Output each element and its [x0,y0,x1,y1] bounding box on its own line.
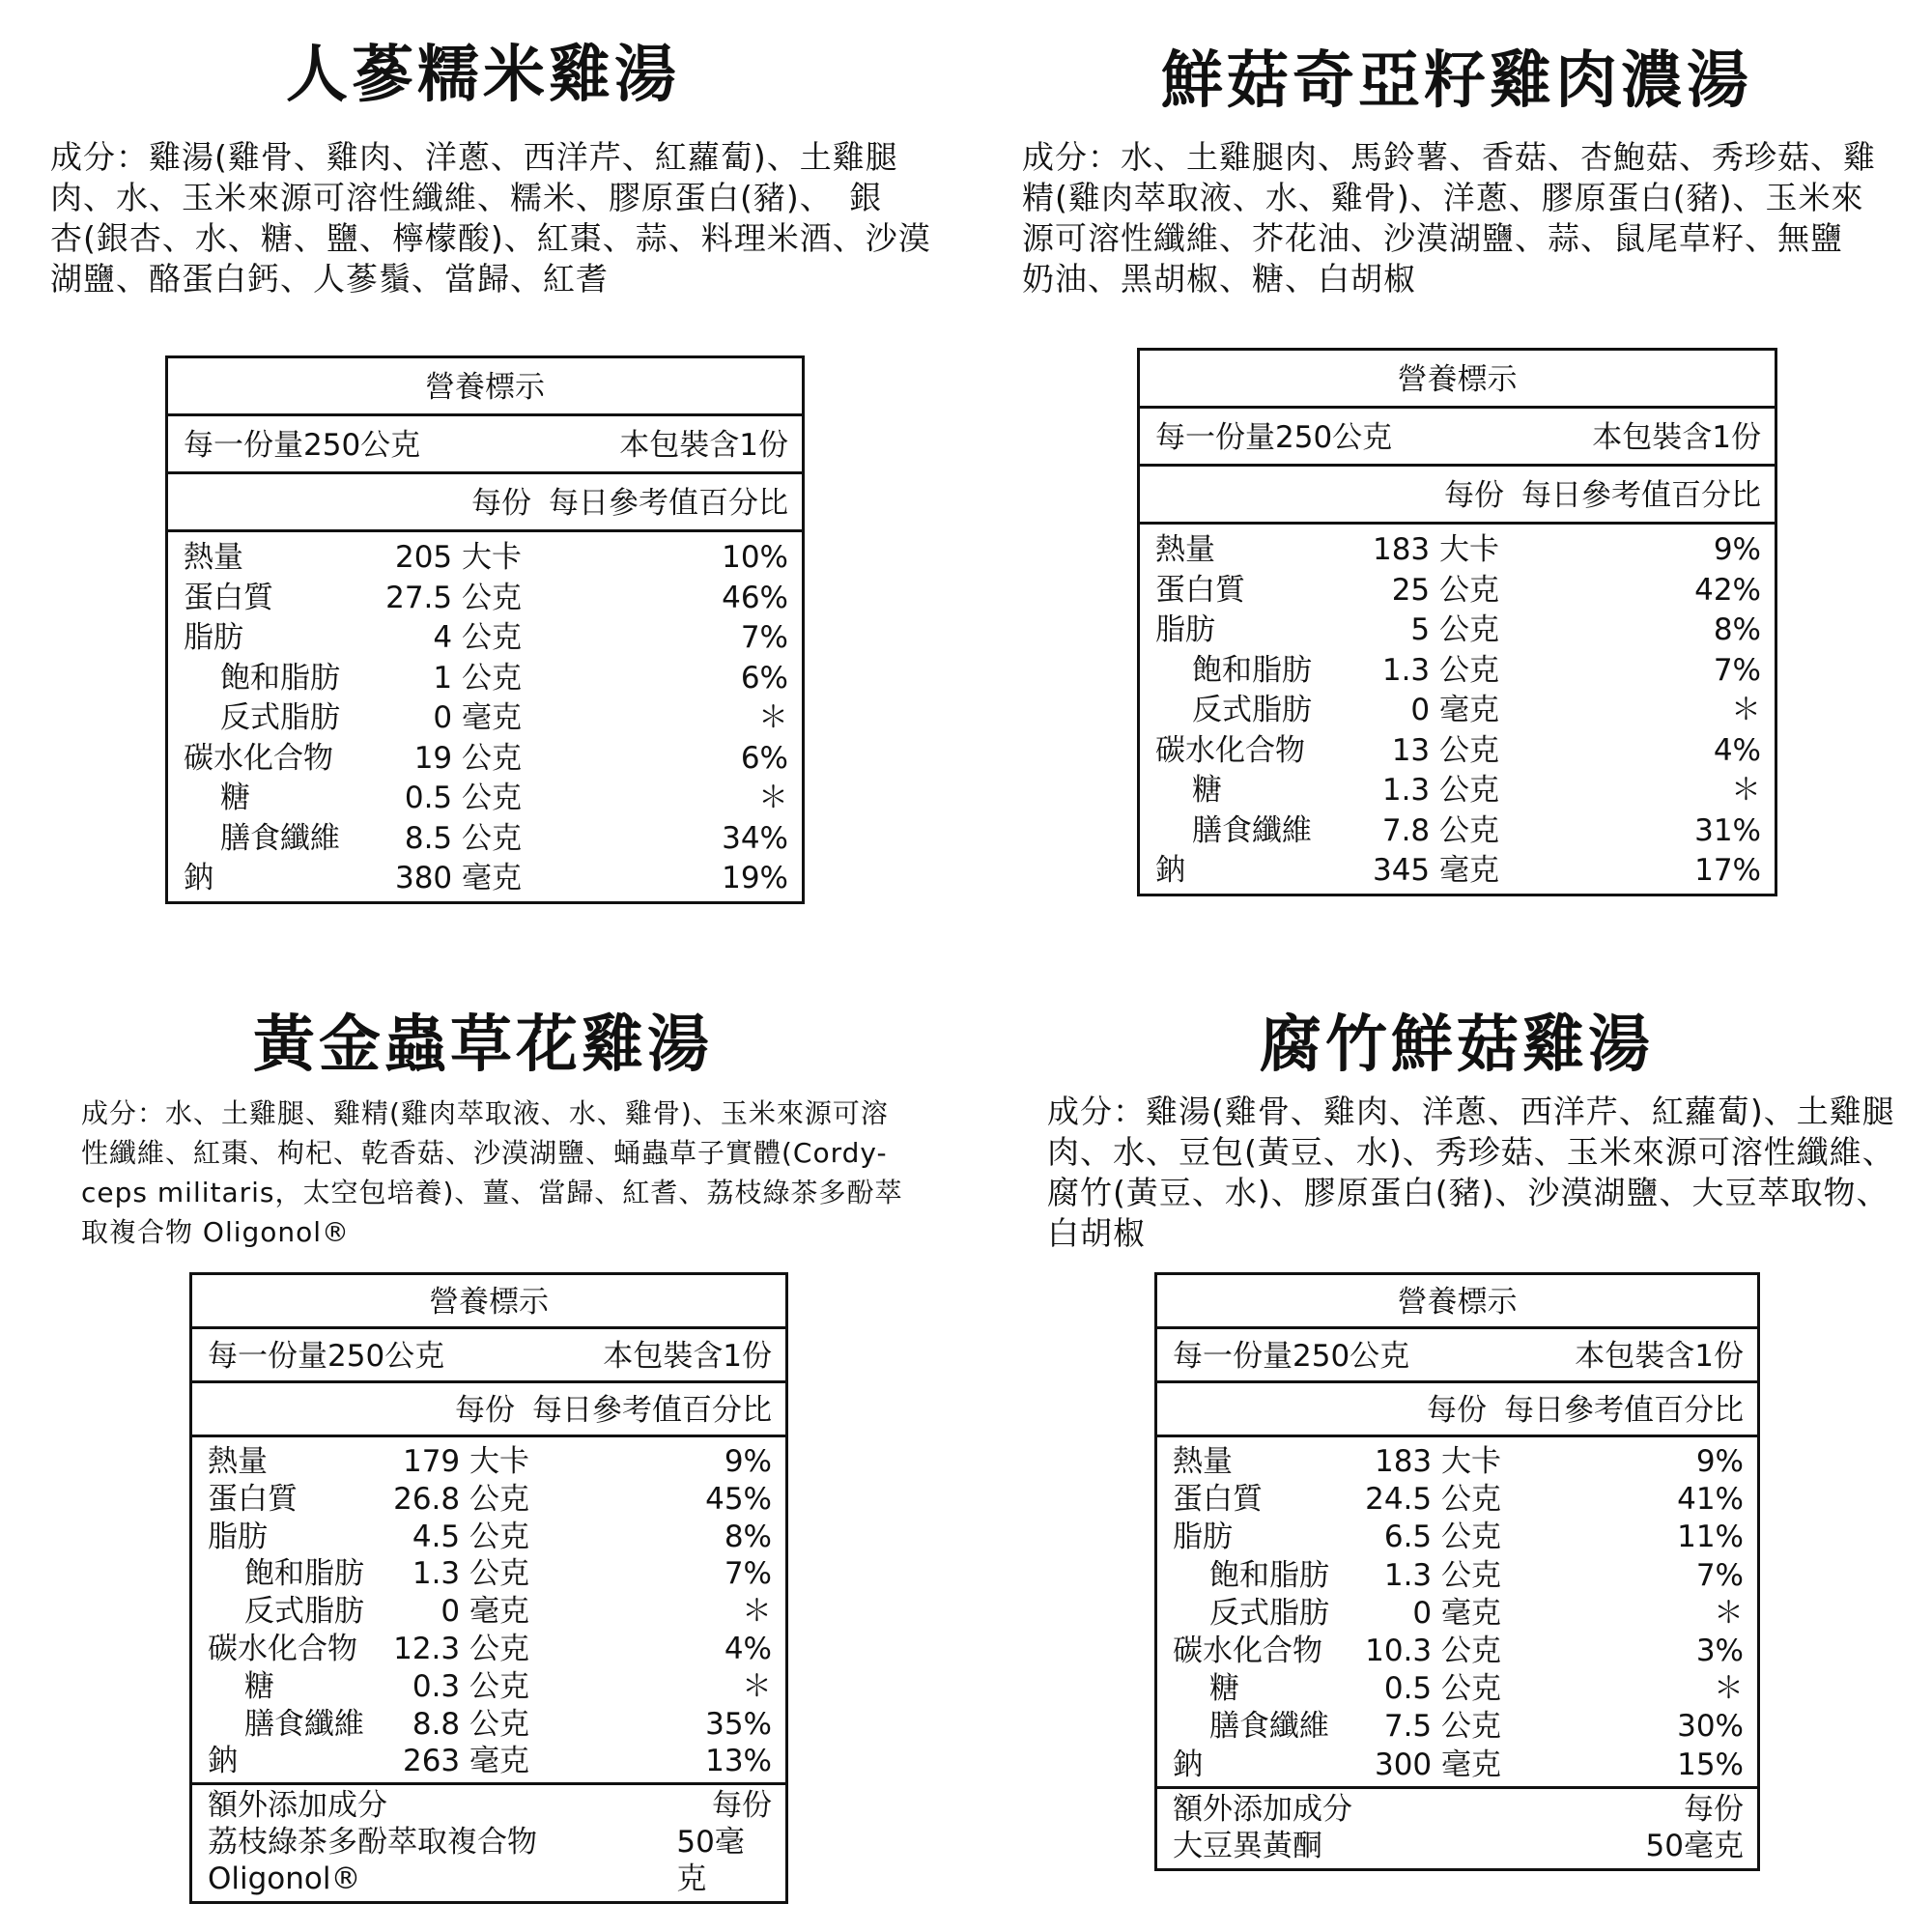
nutrient-row [1155,691,1761,731]
serving-size: 每一份量250公克 [1173,1339,1410,1374]
nutrient-name: 糖 [220,781,250,815]
serving-row [192,1329,785,1383]
nutrient-daily-value: 7% [1713,652,1761,688]
nutrient-daily-value: 8% [1713,612,1761,647]
nutrient-daily-value: 9% [1695,1444,1744,1479]
nutrient-amount: 4.5 公克 [412,1519,529,1554]
nutrient-name: 鈉 [208,1744,238,1779]
extra-amount: 50毫克 [1645,1828,1744,1863]
nutrient-daily-value: 3% [1695,1633,1744,1668]
nutrient-amount: 380 毫克 [394,861,522,895]
extra-column-per-serving: 每份 [712,1788,772,1824]
servings-per-package: 本包裝含1份 [1575,1339,1744,1374]
ingredients-text [1022,137,1876,299]
extra-item: 荔枝綠茶多酚萃取複合物Oligonol® [208,1825,537,1897]
nutrient-name: 反式脂肪 [244,1594,364,1630]
nutrient-amount: 19 公克 [413,740,522,776]
nutrient-row [184,859,788,899]
nutrient-name: 糖 [244,1668,274,1704]
nutrient-name: 熱量 [1173,1444,1233,1479]
nutrition-label [189,1272,788,1904]
ingredients-line: 精(雞肉萃取液、水、雞骨)、洋蔥、膠原蛋白(豬)、玉米來 [1022,179,1864,216]
nutrient-amount: 27.5 公克 [385,580,522,615]
nutrient-amount: 5 公克 [1410,612,1499,647]
nutrient-row [208,1706,772,1744]
servings-per-package: 本包裝含1份 [1592,420,1761,455]
serving-size: 每一份量250公克 [208,1339,445,1374]
column-header [168,474,802,532]
additional-ingredients [1157,1786,1757,1868]
nutrient-daily-value: 7% [724,1556,772,1592]
ingredients-text [50,137,931,299]
nutrient-row [184,538,788,579]
nutrient-row [184,659,788,699]
nutrient-daily-value: 41% [1677,1482,1744,1518]
nutrient-name: 反式脂肪 [1209,1595,1329,1631]
nutrient-row [1173,1481,1744,1519]
nutrient-amount: 8.8 公克 [412,1706,529,1742]
column-per-serving: 每份 [1444,478,1504,513]
nutrient-name: 脂肪 [184,620,243,655]
nutrient-daily-value: 7% [1695,1557,1744,1593]
column-daily-value: 每日參考值百分比 [1504,1393,1744,1428]
serving-row [1157,1329,1757,1383]
ingredients-line: 腐竹(黃豆、水)、膠原蛋白(豬)、沙漠湖鹽、大豆萃取物、 [1047,1174,1889,1211]
nutrient-daily-value: 35% [705,1706,772,1742]
nutrient-row [184,618,788,659]
nutrient-row [1173,1557,1744,1595]
nutrient-daily-value: 19% [722,861,788,895]
column-daily-value: 每日參考值百分比 [549,486,788,521]
nutrient-amount: 10.3 公克 [1365,1633,1501,1668]
nutrient-row [208,1443,772,1481]
nutrient-amount: 0.5 公克 [1383,1671,1501,1707]
nutrient-daily-value: ＊ [1714,1595,1744,1631]
ingredients-line: 湖鹽、酪蛋白鈣、人蔘鬚、當歸、紅耆 [50,260,609,298]
nutrient-amount: 0 毫克 [433,700,522,735]
nutrient-rows [1140,525,1775,894]
nutrient-row [1173,1519,1744,1556]
nutrient-row [184,779,788,819]
nutrient-name: 碳水化合物 [208,1631,357,1666]
nutrient-name: 脂肪 [1155,612,1215,647]
nutrient-daily-value: ＊ [1731,773,1761,808]
nutrient-daily-value: ＊ [1714,1671,1744,1707]
nutrient-name: 鈉 [1173,1747,1203,1782]
nutrient-amount: 345 毫克 [1372,853,1499,888]
nutrient-row [1155,811,1761,852]
nutrient-amount: 0.5 公克 [404,781,522,815]
nutrient-daily-value: 9% [1713,532,1761,567]
nutrient-name: 蛋白質 [1155,572,1245,608]
nutrient-name: 反式脂肪 [220,700,340,735]
nutrient-row [1173,1708,1744,1746]
serving-size: 每一份量250公克 [1155,420,1393,455]
ingredients-line: 取複合物 Oligonol® [81,1216,351,1248]
nutrient-amount: 1 公克 [433,660,522,696]
nutrient-name: 熱量 [208,1444,268,1479]
column-per-serving: 每份 [455,1393,515,1428]
nutrient-row [1155,851,1761,892]
nutrient-daily-value: 15% [1677,1747,1744,1782]
extra-title: 額外添加成分 [1173,1791,1352,1827]
nutrient-row [1155,771,1761,811]
nutrient-name: 糖 [1209,1671,1239,1707]
ingredients-line: 杏(銀杏、水、糖、鹽、檸檬酸)、紅棗、蒜、料理米酒、沙漠 [50,219,931,257]
nutrient-name: 脂肪 [1173,1520,1233,1555]
nutrient-amount: 26.8 公克 [393,1481,529,1517]
nutrient-name: 碳水化合物 [1155,732,1305,768]
product-title: 腐竹鮮菇雞湯 [1260,1009,1654,1081]
nutrient-daily-value: 34% [722,820,788,856]
nutrient-row [208,1519,772,1556]
nutrient-row [184,739,788,780]
nutrient-amount: 179 大卡 [402,1444,529,1479]
ingredients-line: 奶油、黑胡椒、糖、白胡椒 [1022,260,1416,298]
servings-per-package: 本包裝含1份 [603,1339,772,1374]
nutrient-name: 反式脂肪 [1192,693,1312,727]
nutrient-daily-value: 4% [724,1631,772,1666]
nutrient-amount: 183 大卡 [1372,532,1499,567]
nutrient-amount: 24.5 公克 [1365,1482,1501,1518]
ingredients-line: 成分：雞湯(雞骨、雞肉、洋蔥、西洋芹、紅蘿蔔)、土雞腿 [1047,1093,1895,1130]
product-title: 黃金蟲草花雞湯 [253,1009,713,1081]
nutrient-amount: 13 公克 [1391,732,1499,768]
nutrient-amount: 183 大卡 [1374,1444,1501,1479]
nutrient-row [208,1631,772,1668]
nutrient-daily-value: ＊ [742,1594,772,1630]
nutrient-name: 飽和脂肪 [220,660,340,696]
nutrient-name: 膳食纖維 [1209,1709,1329,1745]
nutrient-name: 蛋白質 [184,580,273,615]
product-title: 鮮菇奇亞籽雞肉濃湯 [1161,45,1752,117]
nutrient-amount: 1.3 公克 [412,1556,529,1592]
nutrient-daily-value: 31% [1694,812,1761,848]
nutrient-daily-value: 46% [722,580,788,615]
nutrient-amount: 1.3 公克 [1381,652,1499,688]
nutrient-daily-value: 6% [740,740,788,776]
column-per-serving: 每份 [1427,1393,1487,1428]
servings-per-package: 本包裝含1份 [619,428,788,463]
column-header [1140,467,1775,525]
additional-ingredients [192,1782,785,1901]
nutrition-header: 營養標示 [1140,351,1775,409]
nutrient-row [1155,530,1761,571]
product-title: 人蔘糯米雞湯 [286,40,680,111]
nutrition-header: 營養標示 [168,358,802,416]
nutrient-amount: 0.3 公克 [412,1668,529,1704]
nutrient-daily-value: 9% [724,1444,772,1479]
nutrient-daily-value: 11% [1677,1520,1744,1555]
nutrient-name: 脂肪 [208,1519,268,1554]
ingredients-text [1047,1092,1895,1254]
nutrient-daily-value: 17% [1694,853,1761,888]
nutrient-name: 鈉 [1155,853,1185,888]
nutrient-amount: 263 毫克 [402,1744,529,1779]
nutrient-row [1155,611,1761,651]
column-per-serving: 每份 [471,486,531,521]
nutrient-amount: 7.5 公克 [1383,1709,1501,1745]
extra-amount: 50毫克 [676,1825,745,1897]
nutrient-daily-value: 30% [1677,1709,1744,1745]
nutrient-daily-value: ＊ [758,700,788,735]
serving-size: 每一份量250公克 [184,428,421,463]
nutrient-name: 膳食纖維 [244,1706,364,1742]
nutrient-name: 鈉 [184,861,213,895]
nutrient-rows [1157,1437,1757,1786]
nutrient-name: 膳食纖維 [220,820,340,856]
column-header [192,1383,785,1437]
nutrient-row [1173,1443,1744,1481]
nutrient-daily-value: ＊ [742,1668,772,1704]
nutrient-name: 碳水化合物 [1173,1633,1322,1668]
nutrient-amount: 4 公克 [433,620,522,655]
nutrient-daily-value: 8% [724,1519,772,1554]
nutrient-daily-value: 45% [705,1481,772,1517]
nutrient-amount: 1.3 公克 [1383,1557,1501,1593]
nutrient-name: 熱量 [1155,532,1215,567]
nutrient-row [184,819,788,860]
nutrient-name: 碳水化合物 [184,740,333,776]
extra-title: 額外添加成分 [208,1788,387,1824]
ingredients-line: 成分：水、土雞腿、雞精(雞肉萃取液、水、雞骨)、玉米來源可溶 [81,1097,889,1129]
nutrient-row [208,1593,772,1631]
nutrient-row [1173,1595,1744,1633]
nutrient-row [1155,731,1761,772]
nutrient-name: 飽和脂肪 [1192,652,1312,688]
nutrient-daily-value: 7% [740,620,788,655]
nutrient-amount: 7.8 公克 [1381,812,1499,848]
nutrient-amount: 12.3 公克 [393,1631,529,1666]
ingredients-text [81,1094,902,1252]
nutrient-amount: 6.5 公克 [1383,1520,1501,1555]
nutrient-row [1173,1633,1744,1670]
nutrient-name: 蛋白質 [1173,1482,1263,1518]
nutrient-amount: 1.3 公克 [1381,773,1499,808]
nutrient-row [208,1555,772,1593]
nutrient-name: 飽和脂肪 [1209,1557,1329,1593]
nutrient-daily-value: 10% [722,540,788,575]
nutrient-name: 熱量 [184,540,243,575]
nutrient-name: 蛋白質 [208,1481,298,1517]
nutrient-name: 飽和脂肪 [244,1556,364,1592]
nutrition-label [1137,348,1777,896]
nutrient-row [1155,571,1761,611]
column-daily-value: 每日參考值百分比 [1521,478,1761,513]
nutrient-daily-value: 13% [705,1744,772,1779]
ingredients-line: ceps militaris，太空包培養)、薑、當歸、紅耆、荔枝綠茶多酚萃 [81,1177,903,1208]
ingredients-line: 成分：水、土雞腿肉、馬鈴薯、香菇、杏鮑菇、秀珍菇、雞 [1022,138,1876,176]
nutrient-rows [168,532,802,901]
extra-column-per-serving: 每份 [1684,1791,1744,1827]
ingredients-line: 源可溶性纖維、芥花油、沙漠湖鹽、蒜、鼠尾草籽、無鹽 [1022,219,1843,257]
ingredients-line: 肉、水、玉米來源可溶性纖維、糯米、膠原蛋白(豬)、 銀 [50,179,883,216]
column-header [1157,1383,1757,1437]
nutrient-amount: 25 公克 [1391,572,1499,608]
nutrient-row [1173,1747,1744,1784]
nutrition-header: 營養標示 [1157,1275,1757,1329]
ingredients-line: 白胡椒 [1047,1214,1146,1252]
nutrient-row [184,579,788,619]
nutrient-amount: 0 毫克 [1412,1595,1501,1631]
nutrient-amount: 0 毫克 [440,1594,529,1630]
nutrient-row [208,1743,772,1780]
nutrient-daily-value: 6% [740,660,788,696]
nutrient-name: 膳食纖維 [1192,812,1312,848]
serving-row [168,416,802,474]
nutrition-header: 營養標示 [192,1275,785,1329]
nutrient-daily-value: 4% [1713,732,1761,768]
column-daily-value: 每日參考值百分比 [532,1393,772,1428]
nutrient-daily-value: ＊ [758,781,788,815]
nutrient-row [208,1668,772,1706]
nutrient-row [1173,1670,1744,1708]
nutrient-amount: 0 毫克 [1410,693,1499,727]
nutrient-amount: 8.5 公克 [404,820,522,856]
nutrient-rows [192,1437,785,1782]
extra-item: 大豆異黃酮 [1173,1828,1322,1863]
nutrition-label [165,355,805,904]
ingredients-line: 肉、水、豆包(黃豆、水)、秀珍菇、玉米來源可溶性纖維、 [1047,1133,1895,1171]
nutrient-name: 糖 [1192,773,1222,808]
ingredients-line: 成分：雞湯(雞骨、雞肉、洋蔥、西洋芹、紅蘿蔔)、土雞腿 [50,138,898,176]
nutrient-row [1155,651,1761,692]
serving-row [1140,409,1775,467]
nutrient-row [208,1481,772,1519]
ingredients-line: 性纖維、紅棗、枸杞、乾香菇、沙漠湖鹽、蛹蟲草子實體(Cordy- [81,1137,888,1169]
nutrient-row [184,698,788,739]
nutrient-daily-value: ＊ [1731,693,1761,727]
nutrient-daily-value: 42% [1694,572,1761,608]
nutrient-amount: 300 毫克 [1374,1747,1501,1782]
nutrient-amount: 205 大卡 [394,540,522,575]
nutrition-label [1154,1272,1760,1871]
